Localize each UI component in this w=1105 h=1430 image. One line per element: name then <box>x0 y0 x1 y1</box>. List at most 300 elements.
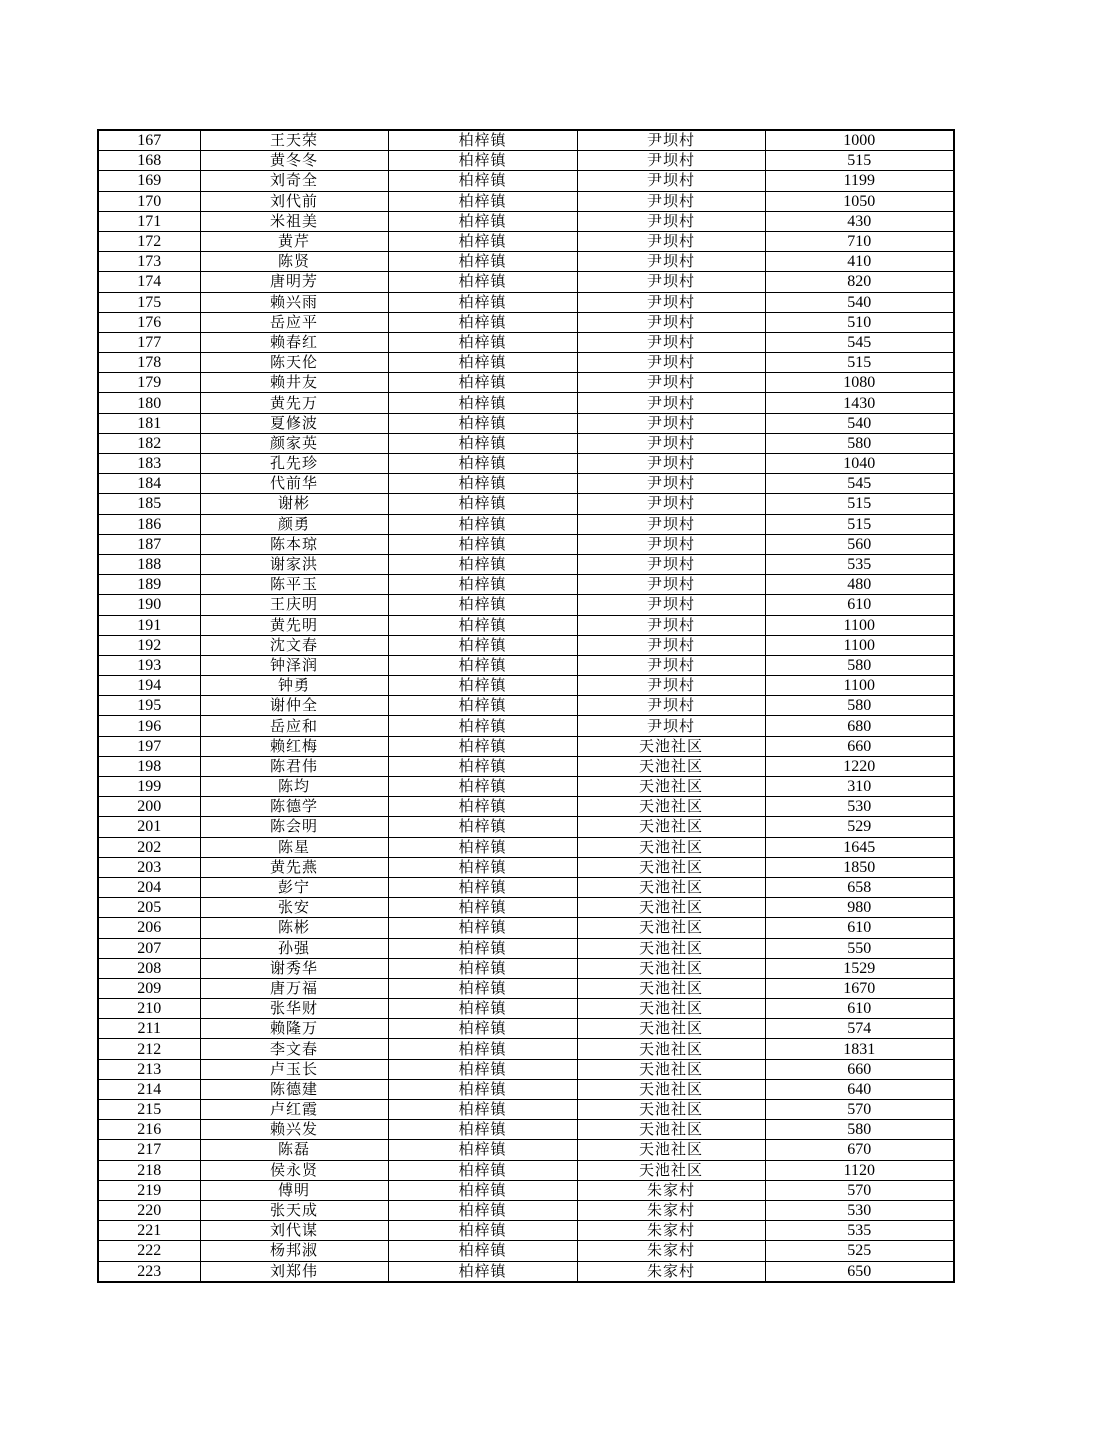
cell-number: 185 <box>98 494 200 514</box>
cell-name: 卢红霞 <box>200 1100 388 1120</box>
cell-amount: 580 <box>765 433 954 453</box>
cell-number: 200 <box>98 797 200 817</box>
table-row <box>98 413 954 433</box>
cell-name: 刘代谋 <box>200 1221 388 1241</box>
cell-town: 柏梓镇 <box>388 857 577 877</box>
cell-town: 柏梓镇 <box>388 575 577 595</box>
cell-name: 孙强 <box>200 938 388 958</box>
cell-number: 188 <box>98 554 200 574</box>
cell-name: 夏修波 <box>200 413 388 433</box>
cell-name: 黄冬冬 <box>200 151 388 171</box>
cell-town: 柏梓镇 <box>388 433 577 453</box>
cell-town: 柏梓镇 <box>388 797 577 817</box>
cell-amount: 574 <box>765 1019 954 1039</box>
cell-amount: 1100 <box>765 615 954 635</box>
cell-name: 沈文春 <box>200 635 388 655</box>
cell-number: 193 <box>98 655 200 675</box>
table-row <box>98 332 954 352</box>
cell-amount: 680 <box>765 716 954 736</box>
table-row <box>98 130 954 151</box>
cell-number: 207 <box>98 938 200 958</box>
cell-number: 208 <box>98 958 200 978</box>
cell-name: 王天荣 <box>200 130 388 151</box>
cell-name: 赖春红 <box>200 332 388 352</box>
cell-name: 唐万福 <box>200 978 388 998</box>
cell-village: 天池社区 <box>577 857 765 877</box>
cell-name: 陈君伟 <box>200 756 388 776</box>
cell-village: 尹坝村 <box>577 494 765 514</box>
cell-town: 柏梓镇 <box>388 918 577 938</box>
cell-village: 尹坝村 <box>577 393 765 413</box>
cell-number: 209 <box>98 978 200 998</box>
cell-number: 216 <box>98 1120 200 1140</box>
cell-number: 214 <box>98 1079 200 1099</box>
table-row <box>98 877 954 897</box>
cell-village: 尹坝村 <box>577 292 765 312</box>
cell-village: 朱家村 <box>577 1200 765 1220</box>
table-row <box>98 353 954 373</box>
cell-name: 代前华 <box>200 474 388 494</box>
cell-village: 天池社区 <box>577 1019 765 1039</box>
cell-number: 191 <box>98 615 200 635</box>
cell-village: 朱家村 <box>577 1221 765 1241</box>
cell-village: 尹坝村 <box>577 272 765 292</box>
cell-name: 陈磊 <box>200 1140 388 1160</box>
table-row <box>98 857 954 877</box>
cell-village: 天池社区 <box>577 938 765 958</box>
cell-name: 彭宁 <box>200 877 388 897</box>
cell-name: 黄芹 <box>200 231 388 251</box>
table-row <box>98 1160 954 1180</box>
cell-amount: 1220 <box>765 756 954 776</box>
cell-amount: 640 <box>765 1079 954 1099</box>
cell-village: 尹坝村 <box>577 191 765 211</box>
cell-name: 赖隆万 <box>200 1019 388 1039</box>
cell-town: 柏梓镇 <box>388 736 577 756</box>
cell-town: 柏梓镇 <box>388 595 577 615</box>
table-row <box>98 393 954 413</box>
cell-amount: 310 <box>765 777 954 797</box>
table-row <box>98 494 954 514</box>
cell-name: 王庆明 <box>200 595 388 615</box>
cell-name: 刘郑伟 <box>200 1261 388 1282</box>
table-row <box>98 231 954 251</box>
cell-number: 184 <box>98 474 200 494</box>
cell-town: 柏梓镇 <box>388 1261 577 1282</box>
cell-town: 柏梓镇 <box>388 292 577 312</box>
cell-number: 205 <box>98 898 200 918</box>
cell-number: 177 <box>98 332 200 352</box>
table-row <box>98 433 954 453</box>
cell-number: 173 <box>98 252 200 272</box>
cell-town: 柏梓镇 <box>388 231 577 251</box>
cell-name: 陈本琼 <box>200 534 388 554</box>
cell-amount: 515 <box>765 514 954 534</box>
cell-village: 尹坝村 <box>577 211 765 231</box>
cell-village: 天池社区 <box>577 1160 765 1180</box>
cell-town: 柏梓镇 <box>388 1100 577 1120</box>
cell-amount: 1529 <box>765 958 954 978</box>
cell-village: 天池社区 <box>577 1120 765 1140</box>
table-row <box>98 292 954 312</box>
cell-amount: 430 <box>765 211 954 231</box>
cell-amount: 540 <box>765 413 954 433</box>
cell-amount: 1199 <box>765 171 954 191</box>
cell-name: 黄先燕 <box>200 857 388 877</box>
cell-town: 柏梓镇 <box>388 494 577 514</box>
cell-village: 尹坝村 <box>577 595 765 615</box>
cell-name: 刘奇全 <box>200 171 388 191</box>
cell-village: 天池社区 <box>577 1039 765 1059</box>
cell-village: 尹坝村 <box>577 252 765 272</box>
cell-town: 柏梓镇 <box>388 615 577 635</box>
cell-number: 171 <box>98 211 200 231</box>
cell-number: 196 <box>98 716 200 736</box>
cell-village: 尹坝村 <box>577 676 765 696</box>
cell-name: 杨邦淑 <box>200 1241 388 1261</box>
cell-amount: 610 <box>765 999 954 1019</box>
cell-number: 186 <box>98 514 200 534</box>
cell-town: 柏梓镇 <box>388 151 577 171</box>
cell-number: 195 <box>98 696 200 716</box>
cell-amount: 820 <box>765 272 954 292</box>
cell-village: 尹坝村 <box>577 353 765 373</box>
cell-town: 柏梓镇 <box>388 1241 577 1261</box>
cell-number: 178 <box>98 353 200 373</box>
cell-town: 柏梓镇 <box>388 272 577 292</box>
cell-amount: 1645 <box>765 837 954 857</box>
table-row <box>98 575 954 595</box>
cell-amount: 660 <box>765 1059 954 1079</box>
cell-village: 天池社区 <box>577 898 765 918</box>
cell-town: 柏梓镇 <box>388 312 577 332</box>
cell-village: 尹坝村 <box>577 151 765 171</box>
cell-town: 柏梓镇 <box>388 534 577 554</box>
table-row <box>98 474 954 494</box>
cell-number: 210 <box>98 999 200 1019</box>
cell-number: 175 <box>98 292 200 312</box>
table-row <box>98 1039 954 1059</box>
table-row <box>98 898 954 918</box>
cell-number: 180 <box>98 393 200 413</box>
cell-town: 柏梓镇 <box>388 474 577 494</box>
cell-village: 尹坝村 <box>577 554 765 574</box>
cell-amount: 580 <box>765 655 954 675</box>
cell-village: 天池社区 <box>577 918 765 938</box>
cell-village: 尹坝村 <box>577 312 765 332</box>
cell-village: 天池社区 <box>577 817 765 837</box>
table-row <box>98 1221 954 1241</box>
table-row <box>98 777 954 797</box>
cell-name: 唐明芳 <box>200 272 388 292</box>
cell-amount: 1100 <box>765 635 954 655</box>
cell-town: 柏梓镇 <box>388 635 577 655</box>
cell-number: 194 <box>98 676 200 696</box>
data-table <box>97 129 955 1283</box>
table-row <box>98 191 954 211</box>
cell-village: 天池社区 <box>577 797 765 817</box>
cell-town: 柏梓镇 <box>388 958 577 978</box>
table-row <box>98 151 954 171</box>
cell-amount: 529 <box>765 817 954 837</box>
table-row <box>98 837 954 857</box>
table-row <box>98 312 954 332</box>
cell-town: 柏梓镇 <box>388 191 577 211</box>
table-row <box>98 1120 954 1140</box>
cell-number: 203 <box>98 857 200 877</box>
cell-amount: 510 <box>765 312 954 332</box>
cell-village: 尹坝村 <box>577 716 765 736</box>
cell-village: 天池社区 <box>577 999 765 1019</box>
cell-town: 柏梓镇 <box>388 999 577 1019</box>
cell-number: 212 <box>98 1039 200 1059</box>
cell-amount: 535 <box>765 554 954 574</box>
cell-amount: 560 <box>765 534 954 554</box>
table-row <box>98 817 954 837</box>
cell-town: 柏梓镇 <box>388 1059 577 1079</box>
cell-village: 天池社区 <box>577 777 765 797</box>
cell-name: 岳应平 <box>200 312 388 332</box>
table-row <box>98 252 954 272</box>
cell-number: 206 <box>98 918 200 938</box>
cell-town: 柏梓镇 <box>388 777 577 797</box>
cell-amount: 580 <box>765 696 954 716</box>
cell-village: 天池社区 <box>577 1059 765 1079</box>
cell-village: 尹坝村 <box>577 514 765 534</box>
cell-name: 陈平玉 <box>200 575 388 595</box>
cell-number: 220 <box>98 1200 200 1220</box>
cell-amount: 530 <box>765 1200 954 1220</box>
cell-town: 柏梓镇 <box>388 1039 577 1059</box>
cell-amount: 545 <box>765 474 954 494</box>
table-row <box>98 373 954 393</box>
cell-town: 柏梓镇 <box>388 938 577 958</box>
table-row <box>98 655 954 675</box>
cell-name: 谢仲全 <box>200 696 388 716</box>
cell-amount: 1850 <box>765 857 954 877</box>
table-row <box>98 938 954 958</box>
table-row <box>98 211 954 231</box>
cell-amount: 480 <box>765 575 954 595</box>
cell-number: 167 <box>98 130 200 151</box>
table-row <box>98 1200 954 1220</box>
cell-number: 187 <box>98 534 200 554</box>
cell-amount: 710 <box>765 231 954 251</box>
cell-village: 天池社区 <box>577 877 765 897</box>
cell-village: 尹坝村 <box>577 655 765 675</box>
cell-village: 朱家村 <box>577 1180 765 1200</box>
cell-town: 柏梓镇 <box>388 756 577 776</box>
cell-town: 柏梓镇 <box>388 1079 577 1099</box>
cell-amount: 515 <box>765 353 954 373</box>
cell-village: 尹坝村 <box>577 454 765 474</box>
cell-number: 190 <box>98 595 200 615</box>
table-row <box>98 595 954 615</box>
cell-amount: 545 <box>765 332 954 352</box>
cell-name: 刘代前 <box>200 191 388 211</box>
table-row <box>98 1019 954 1039</box>
cell-village: 尹坝村 <box>577 635 765 655</box>
table-row <box>98 171 954 191</box>
table-row <box>98 676 954 696</box>
table-row <box>98 756 954 776</box>
table-row <box>98 1079 954 1099</box>
cell-name: 赖红梅 <box>200 736 388 756</box>
cell-name: 张华财 <box>200 999 388 1019</box>
cell-town: 柏梓镇 <box>388 393 577 413</box>
cell-town: 柏梓镇 <box>388 655 577 675</box>
cell-village: 尹坝村 <box>577 615 765 635</box>
cell-name: 陈均 <box>200 777 388 797</box>
cell-name: 黄先万 <box>200 393 388 413</box>
table-row <box>98 716 954 736</box>
cell-number: 170 <box>98 191 200 211</box>
cell-village: 尹坝村 <box>577 575 765 595</box>
cell-name: 米祖美 <box>200 211 388 231</box>
cell-number: 201 <box>98 817 200 837</box>
cell-name: 谢秀华 <box>200 958 388 978</box>
cell-village: 天池社区 <box>577 978 765 998</box>
cell-name: 陈星 <box>200 837 388 857</box>
cell-name: 卢玉长 <box>200 1059 388 1079</box>
cell-number: 211 <box>98 1019 200 1039</box>
cell-amount: 525 <box>765 1241 954 1261</box>
cell-amount: 550 <box>765 938 954 958</box>
cell-amount: 515 <box>765 494 954 514</box>
cell-town: 柏梓镇 <box>388 1221 577 1241</box>
cell-name: 孔先珍 <box>200 454 388 474</box>
cell-amount: 530 <box>765 797 954 817</box>
cell-village: 尹坝村 <box>577 696 765 716</box>
cell-name: 陈天伦 <box>200 353 388 373</box>
cell-name: 张安 <box>200 898 388 918</box>
cell-name: 侯永贤 <box>200 1160 388 1180</box>
cell-village: 尹坝村 <box>577 171 765 191</box>
cell-amount: 610 <box>765 918 954 938</box>
cell-amount: 570 <box>765 1180 954 1200</box>
cell-town: 柏梓镇 <box>388 353 577 373</box>
cell-town: 柏梓镇 <box>388 1180 577 1200</box>
cell-town: 柏梓镇 <box>388 1019 577 1039</box>
cell-number: 223 <box>98 1261 200 1282</box>
cell-town: 柏梓镇 <box>388 1200 577 1220</box>
cell-town: 柏梓镇 <box>388 454 577 474</box>
cell-number: 222 <box>98 1241 200 1261</box>
cell-number: 192 <box>98 635 200 655</box>
cell-name: 颜勇 <box>200 514 388 534</box>
cell-name: 钟泽润 <box>200 655 388 675</box>
cell-town: 柏梓镇 <box>388 1160 577 1180</box>
cell-amount: 1430 <box>765 393 954 413</box>
table-row <box>98 797 954 817</box>
cell-number: 176 <box>98 312 200 332</box>
table-row <box>98 999 954 1019</box>
cell-town: 柏梓镇 <box>388 978 577 998</box>
cell-town: 柏梓镇 <box>388 554 577 574</box>
cell-village: 天池社区 <box>577 1100 765 1120</box>
cell-village: 尹坝村 <box>577 433 765 453</box>
cell-village: 天池社区 <box>577 756 765 776</box>
table-row <box>98 272 954 292</box>
cell-town: 柏梓镇 <box>388 252 577 272</box>
table-row <box>98 454 954 474</box>
cell-name: 张天成 <box>200 1200 388 1220</box>
cell-town: 柏梓镇 <box>388 413 577 433</box>
cell-village: 天池社区 <box>577 736 765 756</box>
cell-amount: 540 <box>765 292 954 312</box>
cell-town: 柏梓镇 <box>388 716 577 736</box>
cell-village: 尹坝村 <box>577 534 765 554</box>
cell-village: 尹坝村 <box>577 413 765 433</box>
cell-amount: 1040 <box>765 454 954 474</box>
cell-amount: 570 <box>765 1100 954 1120</box>
cell-town: 柏梓镇 <box>388 373 577 393</box>
cell-number: 219 <box>98 1180 200 1200</box>
cell-town: 柏梓镇 <box>388 211 577 231</box>
cell-number: 181 <box>98 413 200 433</box>
cell-number: 169 <box>98 171 200 191</box>
cell-amount: 650 <box>765 1261 954 1282</box>
table-row <box>98 1180 954 1200</box>
cell-village: 尹坝村 <box>577 373 765 393</box>
cell-amount: 1080 <box>765 373 954 393</box>
cell-amount: 1000 <box>765 130 954 151</box>
cell-town: 柏梓镇 <box>388 676 577 696</box>
cell-village: 尹坝村 <box>577 474 765 494</box>
cell-town: 柏梓镇 <box>388 877 577 897</box>
cell-number: 174 <box>98 272 200 292</box>
cell-amount: 515 <box>765 151 954 171</box>
cell-village: 天池社区 <box>577 837 765 857</box>
table-row <box>98 635 954 655</box>
cell-name: 赖井友 <box>200 373 388 393</box>
table-row <box>98 534 954 554</box>
table-row <box>98 918 954 938</box>
cell-amount: 1050 <box>765 191 954 211</box>
cell-amount: 580 <box>765 1120 954 1140</box>
table-row <box>98 615 954 635</box>
cell-amount: 1100 <box>765 676 954 696</box>
table-row <box>98 554 954 574</box>
cell-number: 172 <box>98 231 200 251</box>
cell-amount: 670 <box>765 1140 954 1160</box>
cell-village: 天池社区 <box>577 1140 765 1160</box>
table-row <box>98 1241 954 1261</box>
cell-village: 尹坝村 <box>577 332 765 352</box>
cell-village: 天池社区 <box>577 958 765 978</box>
table-row <box>98 736 954 756</box>
table-row <box>98 978 954 998</box>
table-body <box>98 130 954 1282</box>
table-row <box>98 1140 954 1160</box>
cell-village: 天池社区 <box>577 1079 765 1099</box>
cell-name: 陈德学 <box>200 797 388 817</box>
cell-town: 柏梓镇 <box>388 696 577 716</box>
cell-number: 221 <box>98 1221 200 1241</box>
cell-town: 柏梓镇 <box>388 837 577 857</box>
cell-name: 谢彬 <box>200 494 388 514</box>
cell-number: 218 <box>98 1160 200 1180</box>
cell-amount: 1831 <box>765 1039 954 1059</box>
cell-number: 198 <box>98 756 200 776</box>
cell-name: 颜家英 <box>200 433 388 453</box>
cell-name: 赖兴发 <box>200 1120 388 1140</box>
cell-amount: 1670 <box>765 978 954 998</box>
cell-amount: 535 <box>765 1221 954 1241</box>
cell-town: 柏梓镇 <box>388 1120 577 1140</box>
cell-name: 陈会明 <box>200 817 388 837</box>
cell-name: 黄先明 <box>200 615 388 635</box>
